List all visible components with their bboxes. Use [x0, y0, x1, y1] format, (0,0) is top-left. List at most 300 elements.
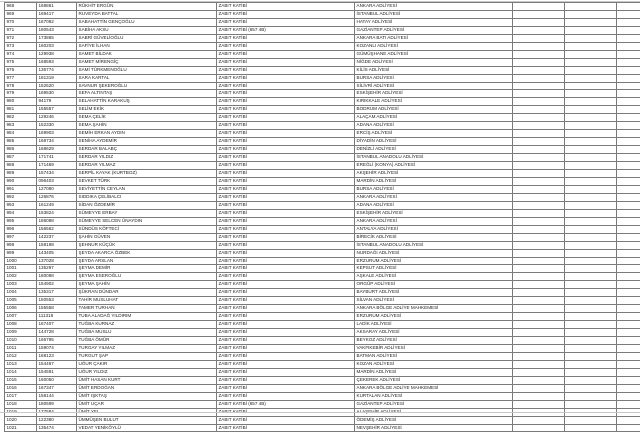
table-row: [5, 74, 640, 82]
table-row: [5, 360, 640, 368]
empty-cell-1: [513, 273, 565, 281]
job-title-cell: ZABIT KATİBİ: [217, 416, 355, 424]
empty-cell-2: [565, 122, 617, 130]
table-row: [5, 42, 640, 50]
empty-cell-1: [513, 82, 565, 90]
empty-cell-1: [513, 193, 565, 201]
empty-cell-1: [513, 281, 565, 289]
row-number-cell: 998: [5, 241, 37, 249]
job-title-cell: ZABIT KATİBİ: [217, 18, 355, 26]
assigned-unit-cell: İSTANBUL ADLİYESİ: [355, 10, 513, 18]
table-row: [5, 122, 640, 130]
job-title-cell: ZABIT KATİBİ: [217, 34, 355, 42]
assigned-unit-cell: BURSA ADLİYESİ: [355, 74, 513, 82]
table-row: [5, 66, 640, 74]
assigned-unit-cell: KOZANLI ADLİYESİ: [355, 42, 513, 50]
empty-cell-2: [565, 329, 617, 337]
assigned-unit-cell: İSTANBUL ANADOLU ADLİYESİ: [355, 241, 513, 249]
assigned-unit-cell: AKSARAY ADLİYESİ: [355, 329, 513, 337]
empty-cell-2: [565, 130, 617, 138]
row-number-cell: 1020: [5, 416, 37, 424]
full-name-cell: ŞEYDA AKARCA ÖZBEK: [77, 249, 217, 257]
empty-cell-1: [513, 74, 565, 82]
full-name-cell: TUĞBA ÖMÜR: [77, 337, 217, 345]
empty-cell-3: [617, 297, 640, 305]
empty-cell-1: [513, 360, 565, 368]
empty-cell-2: [565, 225, 617, 233]
row-number-cell: 1016: [5, 384, 37, 392]
empty-cell-3: [617, 217, 640, 225]
roster-table-body: [5, 3, 640, 432]
full-name-cell: SÜMEYYE ERBAY: [77, 209, 217, 217]
assigned-unit-cell: SİLİVRİ ADLİYESİ: [355, 82, 513, 90]
empty-cell-3: [617, 384, 640, 392]
registry-number-cell: 155557: [37, 106, 77, 114]
table-row: [5, 329, 640, 337]
full-name-cell: ŞÜKRAN DÜNDAR: [77, 289, 217, 297]
empty-cell-3: [617, 257, 640, 265]
table-row: [5, 209, 640, 217]
full-name-cell: SAMET BİLDAK: [77, 50, 217, 58]
registry-number-cell: 155558: [37, 305, 77, 313]
empty-cell-1: [513, 233, 565, 241]
table-row: [5, 154, 640, 162]
full-name-cell: SÜNDÜS KÖFTECİ: [77, 225, 217, 233]
job-title-cell: ZABIT KATİBİ: [217, 352, 355, 360]
empty-cell-2: [565, 273, 617, 281]
full-name-cell: SEMA ŞAHİN: [77, 122, 217, 130]
assigned-unit-cell: İSTANBUL ANADOLU ADLİYESİ: [355, 154, 513, 162]
empty-cell-2: [565, 209, 617, 217]
job-title-cell: ZABIT KATİBİ: [217, 225, 355, 233]
empty-cell-3: [617, 321, 640, 329]
job-title-cell: ZABIT KATİBİ: [217, 265, 355, 273]
row-number-cell: 1021: [5, 424, 37, 432]
full-name-cell: TUĞBA KURNAZ: [77, 321, 217, 329]
job-title-cell: ZABIT KATİBİ: [217, 82, 355, 90]
empty-cell-1: [513, 201, 565, 209]
full-name-cell: SEMA ÇELİK: [77, 114, 217, 122]
empty-cell-3: [617, 273, 640, 281]
empty-cell-1: [513, 352, 565, 360]
registry-number-cell: 150553: [37, 297, 77, 305]
job-title-cell: ZABIT KATİBİ: [217, 337, 355, 345]
row-number-cell: 1003: [5, 281, 37, 289]
assigned-unit-cell: ANKARA ADLİYESİ: [355, 217, 513, 225]
table-row: [5, 193, 640, 201]
empty-cell-3: [617, 170, 640, 178]
full-name-cell: SARA KARTAL: [77, 74, 217, 82]
job-title-cell: ZABIT KATİBİ: [217, 122, 355, 130]
empty-cell-2: [565, 289, 617, 297]
empty-cell-1: [513, 130, 565, 138]
table-row: [5, 305, 640, 313]
assigned-unit-cell: ALAÇAM ADLİYESİ: [355, 114, 513, 122]
empty-cell-2: [565, 162, 617, 170]
registry-number-cell: 180543: [37, 26, 77, 34]
empty-cell-1: [513, 26, 565, 34]
empty-cell-2: [565, 344, 617, 352]
registry-number-cell: 111318: [37, 313, 77, 321]
empty-cell-3: [617, 50, 640, 58]
job-title-cell: ZABIT KATİBİ: [217, 58, 355, 66]
full-name-cell: ÜMİT IŞKTAŞ: [77, 392, 217, 400]
empty-cell-3: [617, 58, 640, 66]
empty-cell-3: [617, 289, 640, 297]
assigned-unit-cell: ADANA ADLİYESİ: [355, 201, 513, 209]
row-number-cell: 993: [5, 201, 37, 209]
empty-cell-3: [617, 360, 640, 368]
empty-cell-2: [565, 265, 617, 273]
empty-cell-2: [565, 138, 617, 146]
job-title-cell: ZABIT KATİBİ: [217, 233, 355, 241]
empty-cell-1: [513, 241, 565, 249]
full-name-cell: SEVİYETTİN CEYLAN: [77, 185, 217, 193]
assigned-unit-cell: MARDİN ADLİYESİ: [355, 368, 513, 376]
job-title-cell: ZABIT KATİBİ (657 4B): [217, 400, 355, 408]
registry-number-cell: 126876: [37, 193, 77, 201]
assigned-unit-cell: ADANA ADLİYESİ: [355, 122, 513, 130]
empty-cell-3: [617, 424, 640, 432]
empty-cell-3: [617, 209, 640, 217]
registry-number-cell: 136774: [37, 66, 77, 74]
table-row: [5, 265, 640, 273]
row-number-cell: 976: [5, 66, 37, 74]
job-title-cell: ZABIT KATİBİ: [217, 42, 355, 50]
full-name-cell: SAMET MİRENGİÇ: [77, 58, 217, 66]
assigned-unit-cell: BİRECİK ADLİYESİ: [355, 233, 513, 241]
job-title-cell: ZABIT KATİBİ: [217, 249, 355, 257]
job-title-cell: ZABIT KATİBİ: [217, 138, 355, 146]
empty-cell-3: [617, 26, 640, 34]
row-number-cell: 991: [5, 185, 37, 193]
full-name-cell: SÜMEYYE SELCEN ÜNAYDIN: [77, 217, 217, 225]
assigned-unit-cell: DENİZLİ ADLİYESİ: [355, 146, 513, 154]
registry-number-cell: 152330: [37, 122, 77, 130]
registry-number-cell: 144728: [37, 329, 77, 337]
empty-cell-1: [513, 34, 565, 42]
empty-cell-1: [513, 154, 565, 162]
empty-cell-3: [617, 162, 640, 170]
empty-cell-1: [513, 98, 565, 106]
table-row: [5, 185, 640, 193]
registry-number-cell: 94179: [37, 98, 77, 106]
empty-cell-2: [565, 416, 617, 424]
job-title-cell: ZABIT KATİBİ: [217, 90, 355, 98]
row-number-cell: 984: [5, 130, 37, 138]
empty-cell-3: [617, 3, 640, 11]
full-name-cell: ÜMİT HASAN KURT: [77, 376, 217, 384]
full-name-cell: TUĞBA MUSLU: [77, 329, 217, 337]
empty-cell-3: [617, 376, 640, 384]
table-row: [5, 368, 640, 376]
empty-cell-2: [565, 154, 617, 162]
job-title-cell: ZABIT KATİBİ: [217, 74, 355, 82]
row-number-cell: 1011: [5, 344, 37, 352]
full-name-cell: SERDAR YILDIZ: [77, 154, 217, 162]
registry-number-cell: 127080: [37, 185, 77, 193]
empty-cell-2: [565, 337, 617, 345]
row-number-cell: 970: [5, 18, 37, 26]
job-title-cell: ZABIT KATİBİ: [217, 305, 355, 313]
full-name-cell: SEFA ALTINTAŞ: [77, 90, 217, 98]
empty-cell-2: [565, 217, 617, 225]
empty-cell-3: [617, 313, 640, 321]
job-title-cell: ZABIT KATİBİ: [217, 185, 355, 193]
table-row: [5, 392, 640, 400]
job-title-cell: ZABIT KATİBİ: [217, 424, 355, 432]
empty-cell-2: [565, 10, 617, 18]
job-title-cell: ZABIT KATİBİ: [217, 313, 355, 321]
assigned-unit-cell: ERZURUM ADLİYESİ: [355, 257, 513, 265]
table-row: [5, 225, 640, 233]
full-name-cell: RUVEYDA BATTAL: [77, 10, 217, 18]
full-name-cell: SENİHA AYDEMİR: [77, 138, 217, 146]
registry-number-cell: 180599: [37, 400, 77, 408]
job-title-cell: ZABIT KATİBİ: [217, 130, 355, 138]
empty-cell-2: [565, 106, 617, 114]
assigned-unit-cell: ANKARA ADLİYESİ: [355, 3, 513, 11]
registry-number-cell: 122380: [37, 416, 77, 424]
full-name-cell: UĞUR YILDIZ: [77, 368, 217, 376]
empty-cell-2: [565, 82, 617, 90]
empty-cell-2: [565, 74, 617, 82]
table-row: [5, 98, 640, 106]
empty-cell-1: [513, 50, 565, 58]
table-row: [5, 138, 640, 146]
empty-cell-1: [513, 42, 565, 50]
row-number-cell: 969: [5, 10, 37, 18]
registry-number-cell: 168734: [37, 138, 77, 146]
assigned-unit-cell: KİLİS ADLİYESİ: [355, 66, 513, 74]
table-row: [5, 376, 640, 384]
full-name-cell: VEDAT YENİKÖYLÜ: [77, 424, 217, 432]
table-row: [5, 384, 640, 392]
row-number-cell: 996: [5, 225, 37, 233]
empty-cell-3: [617, 138, 640, 146]
job-title-cell: ZABIT KATİBİ: [217, 114, 355, 122]
full-name-cell: ŞEYDA ARSLAN: [77, 257, 217, 265]
empty-cell-2: [565, 313, 617, 321]
row-number-cell: 985: [5, 138, 37, 146]
empty-cell-1: [513, 209, 565, 217]
assigned-unit-cell: GAZİANTEP ADLİYESİ: [355, 400, 513, 408]
empty-cell-3: [617, 66, 640, 74]
job-title-cell: ZABIT KATİBİ: [217, 154, 355, 162]
assigned-unit-cell: ESKİŞEHİR ADLİYESİ: [355, 209, 513, 217]
table-row: [5, 233, 640, 241]
row-number-cell: 997: [5, 233, 37, 241]
registry-number-cell: 169903: [37, 130, 77, 138]
registry-number-cell: 169530: [37, 90, 77, 98]
assigned-unit-cell: SİLVAN ADLİYESİ: [355, 297, 513, 305]
empty-cell-2: [565, 241, 617, 249]
empty-cell-3: [617, 233, 640, 241]
assigned-unit-cell: ÇEKEREK ADLİYESİ: [355, 376, 513, 384]
job-title-cell: ZABIT KATİBİ: [217, 177, 355, 185]
assigned-unit-cell: AŞKALE ADLİYESİ: [355, 273, 513, 281]
empty-cell-3: [617, 392, 640, 400]
assigned-unit-cell: VAKFIKEBİR ADLİYESİ: [355, 344, 513, 352]
empty-cell-2: [565, 352, 617, 360]
table-row: [5, 289, 640, 297]
full-name-cell: ŞEYMA DEMİR: [77, 265, 217, 273]
job-title-cell: ZABIT KATİBİ: [217, 281, 355, 289]
empty-cell-2: [565, 3, 617, 11]
empty-cell-1: [513, 257, 565, 265]
job-title-cell: ZABIT KATİBİ: [217, 392, 355, 400]
row-number-cell: 1010: [5, 337, 37, 345]
empty-cell-1: [513, 3, 565, 11]
full-name-cell: SAFİYE İLHAN: [77, 42, 217, 50]
empty-cell-3: [617, 177, 640, 185]
registry-number-cell: 167082: [37, 18, 77, 26]
empty-cell-2: [565, 90, 617, 98]
full-name-cell: SERPİL KAYAK (KURTBOZ): [77, 170, 217, 178]
row-number-cell: 1018: [5, 400, 37, 408]
empty-cell-3: [617, 154, 640, 162]
empty-cell-3: [617, 400, 640, 408]
job-title-cell: ZABIT KATİBİ: [217, 360, 355, 368]
row-number-cell: 990: [5, 177, 37, 185]
job-title-cell: ZABIT KATİBİ: [217, 50, 355, 58]
registry-number-cell: 143405: [37, 249, 77, 257]
empty-cell-2: [565, 384, 617, 392]
job-title-cell: ZABIT KATİBİ: [217, 289, 355, 297]
assigned-unit-cell: KIRIKKALE ADLİYESİ: [355, 98, 513, 106]
empty-cell-3: [617, 122, 640, 130]
empty-cell-2: [565, 368, 617, 376]
table-row: [5, 201, 640, 209]
table-row: [5, 130, 640, 138]
empty-cell-2: [565, 321, 617, 329]
empty-cell-2: [565, 42, 617, 50]
empty-cell-1: [513, 177, 565, 185]
table-row: [5, 146, 640, 154]
empty-cell-3: [617, 305, 640, 313]
table-row: [5, 313, 640, 321]
assigned-unit-cell: BAYBURT ADLİYESİ: [355, 289, 513, 297]
table-row: [5, 58, 640, 66]
registry-number-cell: 154902: [37, 281, 77, 289]
empty-cell-1: [513, 10, 565, 18]
empty-cell-1: [513, 217, 565, 225]
job-title-cell: ZABIT KATİBİ: [217, 66, 355, 74]
job-title-cell: ZABIT KATİBİ: [217, 98, 355, 106]
empty-cell-1: [513, 18, 565, 26]
empty-cell-3: [617, 90, 640, 98]
registry-number-cell: 154591: [37, 368, 77, 376]
assigned-unit-cell: ANKARA BÖLGE ADLİYE MAHKEMESİ: [355, 305, 513, 313]
empty-cell-3: [617, 201, 640, 209]
empty-cell-3: [617, 98, 640, 106]
job-title-cell: ZABIT KATİBİ: [217, 201, 355, 209]
job-title-cell: ZABIT KATİBİ: [217, 106, 355, 114]
empty-cell-1: [513, 146, 565, 154]
row-number-cell: 986: [5, 146, 37, 154]
registry-number-cell: 160050: [37, 376, 77, 384]
empty-cell-1: [513, 329, 565, 337]
registry-number-cell: 167407: [37, 321, 77, 329]
registry-number-cell: 156562: [37, 225, 77, 233]
empty-cell-3: [617, 82, 640, 90]
full-name-cell: TAHİR MUSLUHAT: [77, 297, 217, 305]
job-title-cell: ZABIT KATİBİ: [217, 297, 355, 305]
table-row: [5, 321, 640, 329]
row-number-cell: 971: [5, 26, 37, 34]
row-number-cell: 1013: [5, 360, 37, 368]
registry-number-cell: 167347: [37, 384, 77, 392]
job-title-cell: ZABIT KATİBİ: [217, 241, 355, 249]
row-number-cell: 987: [5, 154, 37, 162]
row-number-cell: 989: [5, 170, 37, 178]
assigned-unit-cell: NURDAĞI ADLİYESİ: [355, 249, 513, 257]
row-number-cell: 972: [5, 34, 37, 42]
table-row: [5, 416, 640, 424]
job-title-cell: ZABIT KATİBİ: [217, 10, 355, 18]
job-title-cell: ZABIT KATİBİ: [217, 321, 355, 329]
full-name-cell: SEMİH ERKAN AYDIN: [77, 130, 217, 138]
empty-cell-3: [617, 225, 640, 233]
row-number-cell: 983: [5, 122, 37, 130]
assigned-unit-cell: ERCİŞ ADLİYESİ: [355, 130, 513, 138]
job-title-cell: ZABIT KATİBİ: [217, 146, 355, 154]
empty-cell-2: [565, 376, 617, 384]
empty-cell-3: [617, 10, 640, 18]
table-row: [5, 90, 640, 98]
empty-cell-2: [565, 424, 617, 432]
full-name-cell: ŞAHİN GÜVEN: [77, 233, 217, 241]
empty-cell-1: [513, 384, 565, 392]
full-name-cell: SABİHA AKSU: [77, 26, 217, 34]
assigned-unit-cell: ESKİŞEHİR ADLİYESİ: [355, 90, 513, 98]
assigned-unit-cell: GAZİANTEP ADLİYESİ: [355, 26, 513, 34]
empty-cell-1: [513, 122, 565, 130]
row-number-cell: 968: [5, 3, 37, 11]
empty-cell-2: [565, 58, 617, 66]
full-name-cell: SEVKET TÜRK: [77, 177, 217, 185]
table-row: [5, 217, 640, 225]
assigned-unit-cell: BODRUM ADLİYESİ: [355, 106, 513, 114]
assigned-unit-cell: KOZAN ADLİYESİ: [355, 360, 513, 368]
row-number-cell: 1008: [5, 321, 37, 329]
registry-number-cell: 173865: [37, 34, 77, 42]
registry-number-cell: 171741: [37, 154, 77, 162]
assigned-unit-cell: NİĞDE ADLİYESİ: [355, 58, 513, 66]
empty-cell-1: [513, 106, 565, 114]
empty-cell-2: [565, 26, 617, 34]
empty-cell-2: [565, 257, 617, 265]
table-row: [5, 34, 640, 42]
assigned-unit-cell: DİYADİN ADLİYESİ: [355, 138, 513, 146]
table-row: [5, 344, 640, 352]
registry-number-cell: 161249: [37, 201, 77, 209]
empty-cell-3: [617, 42, 640, 50]
assigned-unit-cell: ANKARA BÖLGE ADLİYE MAHKEMESİ: [355, 384, 513, 392]
row-number-cell: 1007: [5, 313, 37, 321]
empty-cell-1: [513, 297, 565, 305]
empty-cell-1: [513, 368, 565, 376]
row-number-cell: 975: [5, 58, 37, 66]
empty-cell-1: [513, 170, 565, 178]
registry-number-cell: 168629: [37, 146, 77, 154]
table-row: [5, 400, 640, 408]
registry-number-cell: 181319: [37, 74, 77, 82]
row-number-cell: 1017: [5, 392, 37, 400]
registry-number-cell: 168123: [37, 352, 77, 360]
empty-cell-2: [565, 281, 617, 289]
registry-number-cell: 096403: [37, 177, 77, 185]
